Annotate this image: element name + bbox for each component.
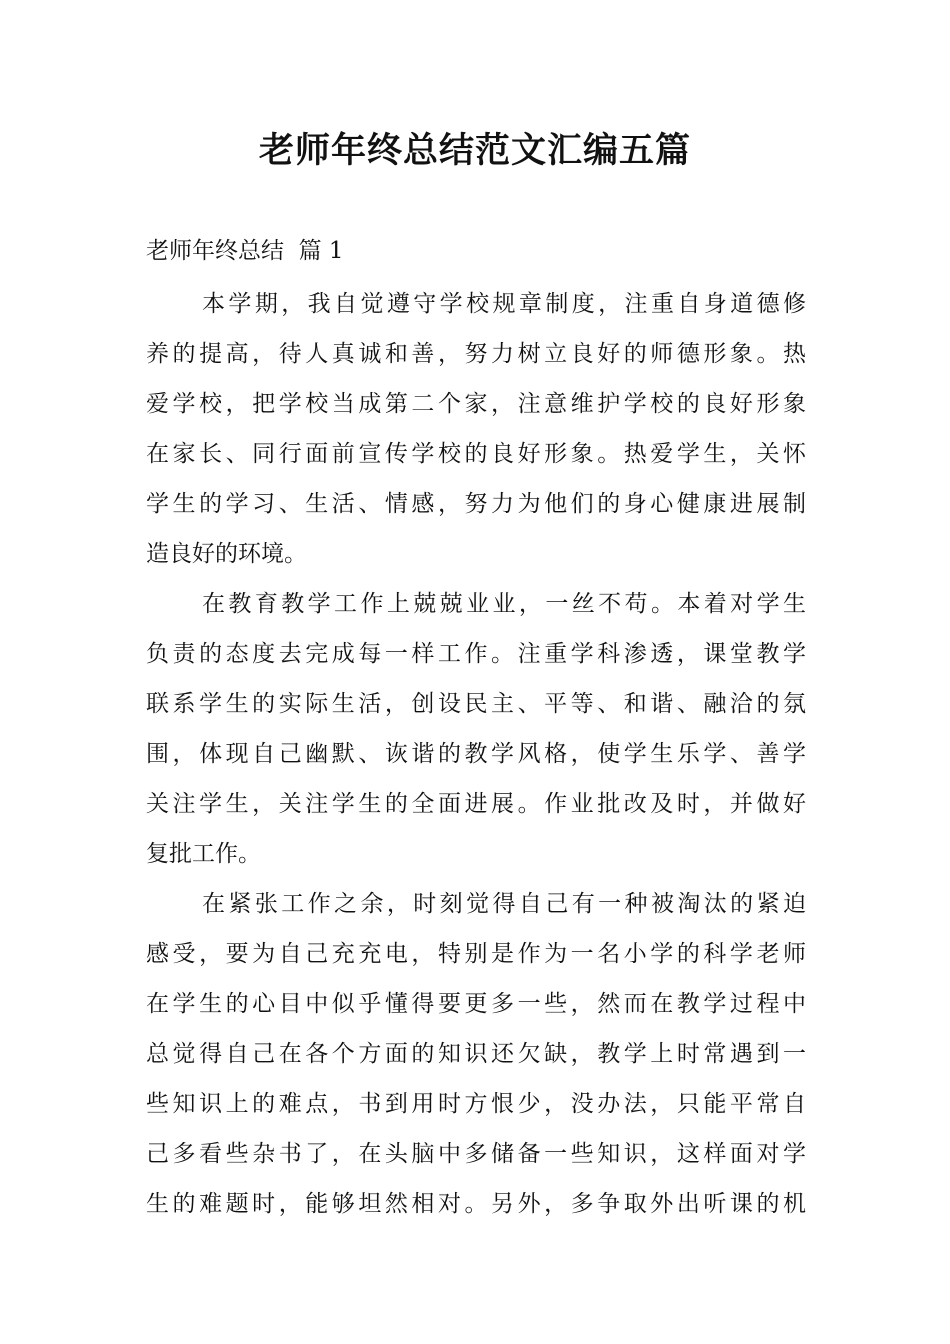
paragraph-line: 己多看些杂书了，在头脑中多储备一些知识，这样面对学 [146,1141,806,1167]
paragraph-1 [146,279,806,579]
paragraph-line: 在家长、同行面前宣传学校的良好形象。热爱学生，关怀 [146,441,806,467]
paragraph-line: 负责的态度去完成每一样工作。注重学科渗透，课堂教学 [146,641,806,667]
paragraph-line: 联系学生的实际生活，创设民主、平等、和谐、融洽的氛 [146,691,806,717]
paragraph-line: 在紧张工作之余，时刻觉得自己有一种被淘汰的紧迫 [202,891,806,917]
paragraph-line: 复批工作。 [146,841,261,867]
document-body [146,279,806,1229]
paragraph-line: 在教育教学工作上兢兢业业，一丝不苟。本着对学生 [202,591,806,617]
paragraph-line: 总觉得自己在各个方面的知识还欠缺，教学上时常遇到一 [146,1041,806,1067]
paragraph-line: 围，体现自己幽默、诙谐的教学风格，使学生乐学、善学 [146,741,806,767]
paragraph-line: 学生的学习、生活、情感，努力为他们的身心健康进展制 [146,491,806,517]
paragraph-line: 爱学校，把学校当成第二个家，注意维护学校的良好形象 [146,391,806,417]
paragraph-line: 造良好的环境。 [146,541,307,567]
page-title: 老师年终总结范文汇编五篇 [258,131,691,171]
paragraph-line: 养的提高，待人真诚和善，努力树立良好的师德形象。热 [146,341,806,367]
paragraph-line: 感受，要为自己充充电，特别是作为一名小学的科学老师 [146,941,806,967]
paragraph-2 [146,579,806,879]
paragraph-3 [146,879,806,1229]
paragraph-line: 本学期，我自觉遵守学校规章制度，注重自身道德修 [202,291,806,317]
paragraph-line: 生的难题时，能够坦然相对。另外，多争取外出听课的机 [146,1191,806,1217]
paragraph-line: 在学生的心目中似乎懂得要更多一些，然而在教学过程中 [146,991,806,1017]
section-heading: 老师年终总结 篇 1 [146,238,344,264]
paragraph-line: 些知识上的难点，书到用时方恨少，没办法，只能平常自 [146,1091,806,1117]
paragraph-line: 关注学生，关注学生的全面进展。作业批改及时，并做好 [146,791,806,817]
